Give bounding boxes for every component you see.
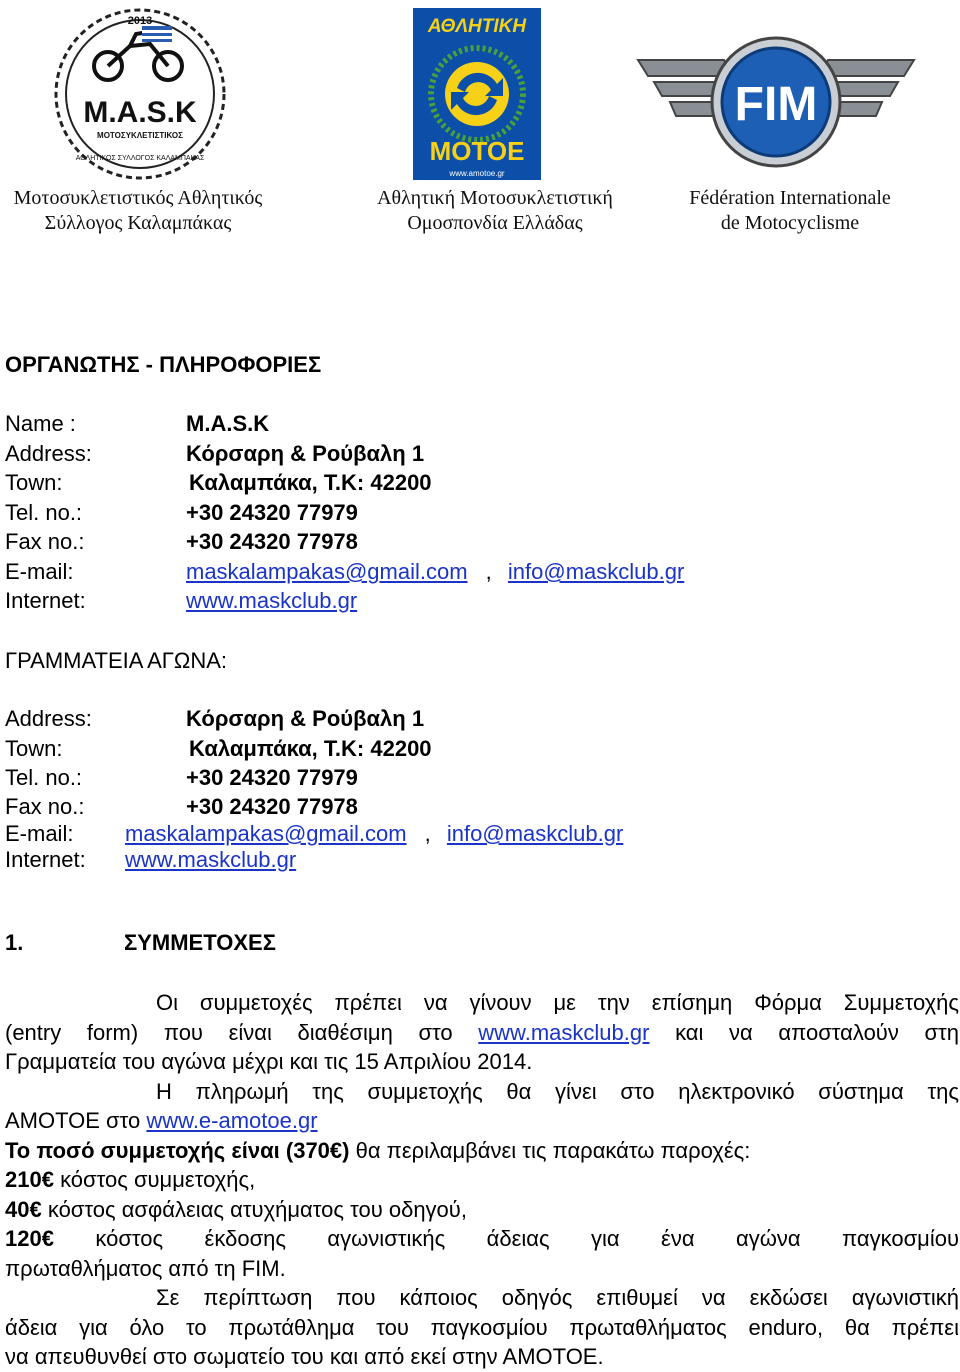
organizer-town-label: Town: bbox=[5, 470, 63, 495]
entries-fee-3-text: κόστος έκδοσης αγωνιστικής άδειας για ένα αγώνα παγκοσμίου bbox=[95, 1226, 959, 1251]
organizer-name-label: Name : bbox=[5, 411, 76, 436]
entries-fee-1-amount: 210€ bbox=[5, 1167, 54, 1192]
organizer-title: ΟΡΓΑΝΩΤΗΣ - ΠΛΗΡΟΦΟΡΙΕΣ bbox=[5, 352, 322, 377]
mask-caption-line1: Μοτοσυκλετιστικός Αθλητικός bbox=[13, 187, 263, 209]
organizer-town-value: Καλαμπάκα, Τ.Κ: 42200 bbox=[189, 470, 432, 495]
amotoe-caption-line2: Ομοσπονδία Ελλάδας bbox=[407, 212, 583, 234]
mask-caption bbox=[0, 186, 276, 236]
organizer-address-label: Address: bbox=[5, 441, 92, 466]
entries-p4-line2: άδεια για όλο το πρωτάθλημα του παγκοσμίου πρωταθλήματος enduro, θα πρέπει bbox=[5, 1314, 959, 1340]
entries-section-number: 1. bbox=[5, 930, 24, 955]
organizer-fax-label: Fax no.: bbox=[5, 529, 85, 554]
mask-logo-sub: ΜΟΤΟΣΥΚΛΕΤΙΣΤΙΚΟΣ bbox=[97, 131, 183, 140]
fim-caption-line2: de Motocyclisme bbox=[720, 212, 860, 234]
secretariat-website-link[interactable]: www.maskclub.gr bbox=[125, 847, 297, 872]
entries-form-link[interactable]: www.maskclub.gr bbox=[478, 1019, 650, 1045]
secretariat-address-value: Κόρσαρη & Ρούβαλη 1 bbox=[186, 706, 425, 731]
fim-caption bbox=[650, 186, 930, 236]
entries-p1-line2 bbox=[5, 1018, 959, 1048]
secretariat-tel-label: Tel. no.: bbox=[5, 765, 83, 790]
organizer-name-value: M.A.S.K bbox=[186, 411, 270, 436]
amotoe-top-text: ΑΘΛΗΤΙΚΗ bbox=[427, 16, 527, 37]
mask-logo-name: M.A.S.K bbox=[83, 96, 197, 129]
amotoe-name: ΜΟΤΟΕ bbox=[429, 136, 525, 166]
entries-p1-line2-text: (entry form) που είναι διαθέσιμη στο bbox=[5, 1019, 453, 1045]
entries-fee-1 bbox=[5, 1165, 959, 1195]
secretariat-email-label: E-mail: bbox=[5, 821, 74, 846]
mask-caption-line2: Σύλλογος Καλαμπάκας bbox=[44, 212, 232, 234]
organizer-fax-value: +30 24320 77978 bbox=[186, 529, 358, 554]
entries-p1-line2-tail: και να αποσταλούν στη bbox=[675, 1019, 959, 1045]
organizer-address-value: Κόρσαρη & Ρούβαλη 1 bbox=[186, 441, 425, 466]
entries-p1-line3: Γραμματεία του αγώνα μέχρι και τις 15 Απριλίου 2014. bbox=[5, 1049, 533, 1074]
fim-name: FIM bbox=[734, 78, 818, 131]
organizer-email-separator: , bbox=[485, 559, 492, 584]
mask-logo-year: 2013 bbox=[127, 15, 153, 27]
entries-fee-3 bbox=[5, 1224, 959, 1254]
organizer-tel-label: Tel. no.: bbox=[5, 500, 83, 525]
secretariat-town-value: Καλαμπάκα, Τ.Κ: 42200 bbox=[189, 736, 432, 761]
entries-fee-3-amount: 120€ bbox=[5, 1226, 54, 1251]
organizer-email-link-2[interactable]: info@maskclub.gr bbox=[507, 559, 685, 584]
secretariat-town-label: Town: bbox=[5, 736, 63, 761]
entries-body bbox=[5, 988, 959, 1372]
organizer-email-link-1[interactable]: maskalampakas@gmail.com bbox=[186, 559, 468, 584]
secretariat-tel-value: +30 24320 77979 bbox=[186, 765, 358, 790]
entries-payment-link[interactable]: www.e-amotoe.gr bbox=[146, 1108, 318, 1133]
organizer-internet-label: Internet: bbox=[5, 588, 86, 613]
entries-p3 bbox=[5, 1136, 959, 1166]
organizer-email-label: E-mail: bbox=[5, 559, 74, 584]
secretariat-fax-value: +30 24320 77978 bbox=[186, 794, 358, 819]
entries-section-title: ΣΥΜΜΕΤΟΧΕΣ bbox=[124, 930, 276, 955]
entries-p3-rest: θα περιλαμβάνει τις παρακάτω παροχές: bbox=[355, 1137, 751, 1163]
secretariat-email-link-1[interactable]: maskalampakas@gmail.com bbox=[125, 821, 407, 846]
secretariat-fax-label: Fax no.: bbox=[5, 794, 85, 819]
organizer-tel-value: +30 24320 77979 bbox=[186, 500, 358, 525]
entries-p2-line2 bbox=[5, 1106, 959, 1136]
entries-fee-2-text: κόστος ασφάλειας ατυχήματος του οδηγού, bbox=[47, 1196, 467, 1222]
entries-fee-2-amount: 40€ bbox=[5, 1196, 42, 1222]
secretariat-address-label: Address: bbox=[5, 706, 92, 731]
amotoe-logo bbox=[413, 8, 541, 180]
entries-p4-line1: Σε περίπτωση που κάποιος οδηγός επιθυμεί να εκδώσει αγωνιστική bbox=[156, 1285, 959, 1310]
fim-caption-line1: Fédération Internationale bbox=[689, 187, 891, 209]
entries-p2-line2-text: ΑΜΟΤΟΕ στο bbox=[5, 1108, 141, 1133]
secretariat-email-row bbox=[125, 821, 623, 847]
organizer-email-row bbox=[186, 559, 684, 585]
entries-fee-1-text: κόστος συμμετοχής, bbox=[60, 1167, 256, 1192]
entries-p1-line1: Οι συμμετοχές πρέπει να γίνουν με την επίσημη Φόρμα Συμμετοχής bbox=[156, 990, 959, 1015]
entries-fee-3-cont: πρωταθλήματος από τη FIM. bbox=[5, 1255, 286, 1281]
secretariat-email-separator: , bbox=[424, 821, 431, 846]
mask-logo-ring-text: ΑΘΛΗΤΙΚΟΣ ΣΥΛΛΟΓΟΣ ΚΑΛΑΜΠΑΚΑΣ bbox=[75, 155, 205, 162]
secretariat-email-link-2[interactable]: info@maskclub.gr bbox=[446, 821, 624, 846]
amotoe-caption bbox=[350, 186, 640, 236]
entries-fee-2 bbox=[5, 1195, 959, 1225]
amotoe-url: www.amotoe.gr bbox=[449, 169, 505, 178]
secretariat-title: ΓΡΑΜΜΑΤΕΙΑ ΑΓΩΝΑ: bbox=[5, 648, 228, 673]
entries-p2-line1: Η πληρωμή της συμμετοχής θα γίνει στο ηλεκτρονικό σύστημα της bbox=[156, 1078, 959, 1104]
entries-p4-line3: να απευθυνθεί στο σωματείο του και από εκεί στην ΑΜΟΤΟΕ. bbox=[5, 1344, 604, 1369]
secretariat-internet-label: Internet: bbox=[5, 847, 86, 872]
mask-logo bbox=[50, 4, 230, 184]
entries-fee-total: Το ποσό συμμετοχής είναι (370€) bbox=[5, 1137, 350, 1163]
amotoe-caption-line1: Αθλητική Μοτοσυκλετιστική bbox=[377, 187, 613, 209]
fim-logo bbox=[634, 30, 918, 178]
organizer-website-link[interactable]: www.maskclub.gr bbox=[186, 588, 358, 613]
